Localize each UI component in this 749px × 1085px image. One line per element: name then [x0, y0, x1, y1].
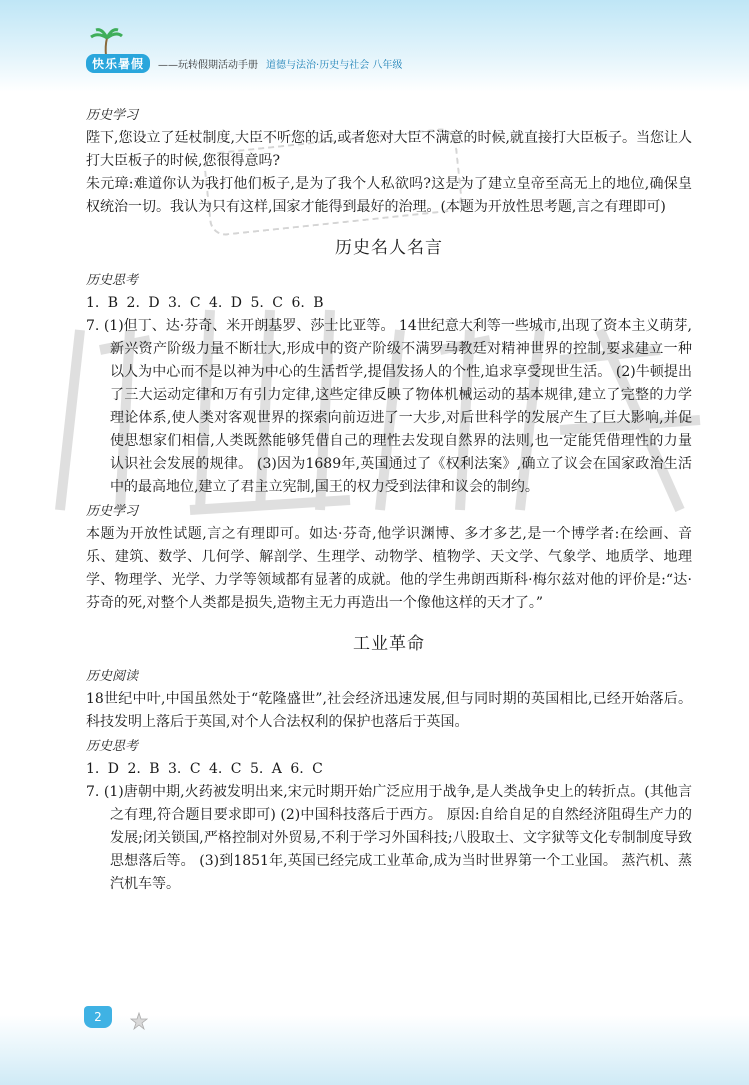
choice-answers: 1. D 2. B 3. C 4. C 5. A 6. C — [86, 761, 323, 777]
question-7-answer: 7. (1)唐朝中期,火药被发明出来,宋元时期开始广泛应用于战争,是人类战争史上的转折点。(其他言之有理,符合题目要求即可) (2)中国科技落后于西方。 原因:自给自足的自然经济阻碍生产力的发展;闭关锁国,严格控制对外贸易,不利于学习外国科技;八股取士、文字狱等文化专制制度导致思想落后等。 (3)到1851年,英国已经完成工业革命,成为当时世界第一个工业国。 蒸汽机、蒸汽机车等。 — [86, 784, 692, 892]
section-label: 历史学习 — [86, 108, 139, 123]
answer-content — [86, 103, 692, 896]
page-number: 2 — [84, 1006, 112, 1028]
section-label: 历史思考 — [86, 739, 139, 754]
handbook-title: ——玩转假期活动手册 — [158, 59, 259, 71]
section-label: 历史思考 — [86, 273, 139, 288]
reading-answer: 18世纪中叶,中国虽然处于“乾隆盛世”,社会经济迅速发展,但与同时期的英国相比,已经开始落后。科技发明上落后于英国,对个人合法权利的保护也落后于英国。 — [86, 691, 692, 730]
section-title-quotes: 历史名人名言 — [335, 238, 443, 258]
section-label: 历史学习 — [86, 504, 139, 519]
section-title-industrial: 工业革命 — [353, 634, 425, 654]
intro-answer: 朱元璋:难道你认为我打他们板子,是为了我个人私欲吗?这是为了建立皇帝至高无上的地位,确保皇权统治一切。我认为只有这样,国家才能得到最好的治理。(本题为开放性思考题,言之有理即可) — [86, 176, 692, 215]
study-answer: 本题为开放性试题,言之有理即可。如达·芬奇,他学识渊博、多才多艺,是一个博学者:在绘画、音乐、建筑、数学、几何学、解剖学、生理学、动物学、植物学、天文学、气象学、地质学、地理学、物理学、光学、力学等领域都有显著的成就。他的学生弗朗西斯科·梅尔兹对他的评价是:“达·芬奇的死,对整个人类都是损失,造物主无力再造出一个像他这样的天才了。” — [86, 526, 692, 611]
choice-answers: 1. B 2. D 3. C 4. D 5. C 6. B — [86, 295, 324, 311]
section-label: 历史阅读 — [86, 669, 139, 684]
question-7-answer: 7. (1)但丁、达·芬奇、米开朗基罗、莎士比亚等。 14世纪意大利等一些城市,出现了资本主义萌芽,新兴资产阶级力量不断壮大,形成中的资产阶级不满罗马教廷对精神世界的控制,要求建立一种以人为中心而不是以神为中心的生活哲学,提倡发扬人的个性,追求享受现世生活。 (2)牛顿提出了三大运动定律和万有引力定律,这些定律反映了物体机械运动的基本规律,建立了完整的力学理论体系,使人类对客观世界的探索向前迈进了一大步,对后世科学的发展产生了巨大影响,并促使思想家们相信,人类既然能够凭借自己的理性去发现自然界的法则,也一定能凭借理性的力量认识社会发展的规律。 (3)因为1689年,英国通过了《权利法案》,确立了议会在国家政治生活中的最高地位,建立了君主立宪制,国王的权力受到法律和议会的制约。 — [86, 318, 692, 495]
subject-grade: 道德与法治·历史与社会 八年级 — [266, 59, 403, 71]
bottom-banner — [0, 1015, 749, 1085]
page-header — [86, 52, 402, 74]
brand-logo: 快乐暑假 — [86, 54, 150, 73]
intro-question: 陛下,您设立了廷杖制度,大臣不听您的话,或者您对大臣不满意的时候,就直接打大臣板子。当您让人打大臣板子的时候,您很得意吗? — [86, 130, 692, 169]
starfish-icon — [130, 1012, 148, 1030]
